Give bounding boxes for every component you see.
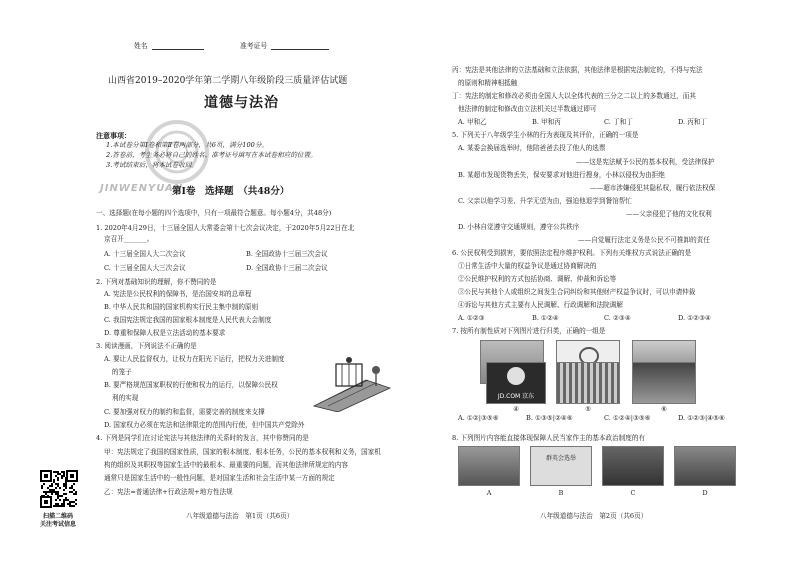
page-footer-right: 八年级道德与法治 第2页（共6页） [540,512,648,520]
q2-option-a: A. 宪法是公民权利的保障书，是治国安邦的总章程 [104,290,252,298]
q8-caption-a: A [486,489,492,497]
q6-option-b: B. ①②④ [532,314,559,322]
note-2: 2.答卷前，考生务必将自己的姓名、准考证号填写在本试卷相应的位置。 [106,151,317,159]
q7-image-4-text: JD.COM 京东 [497,393,535,400]
q3-stem: 3. 阅读漫画，下列说法不正确的是 [96,342,197,350]
q6-item-4: ④诉讼与其他方式主要有人民调解、行政调解和法院调解 [458,301,623,309]
q2-option-d: D. 尊重和保障人权是立法活动的基本要求 [104,329,226,337]
q7-image-jd-main [486,362,546,404]
q8-stem: 8. 下列图片内容能直接体现保障人民当家作主的基本政治制度的有 [452,434,646,442]
q8-image-b [530,446,592,486]
q3-option-a-cont: 的笼子 [112,368,132,376]
q3-option-c: C. 要加强对权力的制约和监督，需要完善的制度来支撑 [104,408,265,416]
watermark-text: JINWENYUAN [100,183,184,194]
q1-option-a: A. 十三届全国人大二次会议 [104,250,186,258]
q7-option-b: B. ①③⑤|②④⑥ [526,414,573,422]
q6-item-2: ②公民维护权利的方式包括协商、调解、仲裁和诉讼等 [458,275,617,283]
section-intro: 一、选择题(在每小题的四个选项中，只有一项最符合题意。每小题4分，共48分) [96,209,332,217]
q7-caption-4: ④ [513,405,519,413]
q5-option-b-eval: ——超市涉嫌侵犯其隐私权，履行依法权保 [590,184,716,192]
q5-option-c: C. 父亲以他学习差、升学无望为由，强迫他退学到餐馆帮忙 [458,197,632,205]
q4-option-a: A. 甲和乙 [458,118,487,126]
q5-stem: 5. 下列关于八年级学生小林的行为表现及其评价，正确的一项是 [452,131,639,139]
page-footer-left: 八年级道德与法治 第1页（共6页） [186,512,294,520]
name-label: 姓名 [134,40,204,50]
subject-title: 道德与法治 [204,95,279,111]
q6-stem: 6. 公民权利受到损害，要依照法定程序维护权利。下列有关维权方式说法正确的是 [452,249,692,257]
q1-option-b: B. 全国政协十三届三次会议 [246,250,328,258]
q8-image-c [602,446,664,486]
q3-cartoon [306,356,392,412]
q4-line-7: 丁：宪法的制定和修改必须由全国人大以全体代表的三分之二以上的多数通过，而其 [452,92,696,100]
q6-option-a: A. ①②③ [458,314,485,322]
q3-option-a: A. 要让人民监督权力，让权力在阳光下运行，把权力关进制度 [104,355,285,363]
q4-option-b: B. 甲和丙 [532,118,561,126]
notes-title: 注意事项： [96,131,131,140]
q2-stem: 2. 下列对基础知识的理解，你不赞同的是 [96,278,217,286]
q1-option-d: D. 全国政协十三届二次会议 [246,264,328,272]
q3-option-b: B. 要严格规范国家职权的行使和权力的运行，以保障公民权 [104,381,278,389]
q6-item-3: ③公民与其他个人或组织之间发生合同纠纷和其他财产权益争议时，可以申请仲裁 [458,288,696,296]
q4-line-4: 乙：宪法=普通法律+行政法规+地方性法规 [104,488,233,496]
q7-caption-6: ⑥ [661,405,667,413]
q7-image-5 [556,362,620,404]
qr-label-1: 扫描二维码 [43,513,74,520]
q2-option-c: C. 我国宪法规定我国的国家根本制度是人民代表大会制度 [104,316,272,324]
exam-title: 山西省2019–2020学年第二学期八年级阶段三质量评估试题 [108,76,348,86]
q2-option-b: B. 中华人民共和国的国家机构实行民主集中制的原则 [104,303,259,311]
q1-stem: 1. 2020年4月29日，十三届全国人大常委会第十七次会议决定，于2020年5月22日在北 [96,224,355,232]
q4-option-c: C. 丁和丁 [604,118,633,126]
q5-option-b: B. 某超市发现货物丢失，保安要求对他进行搜身，小林以侵权为由拒绝 [458,171,665,179]
q4-line-3: 通常只是国家生活中的一般性问题，是对国家生活和社会生活中某一方面的规定 [104,474,335,482]
q4-line-8: 他法律的制定和修改由立法机关过半数通过即可 [458,105,597,113]
q4-option-d: D. 丙和丁 [678,118,708,126]
q1-stem-2: 京召开_______。 [104,235,154,243]
q8-caption-b: B [558,489,564,497]
qr-label-2: 关注考试信息 [40,521,77,528]
q6-option-d: D. ①②③④ [678,314,711,322]
note-1: 1.本试卷分第Ⅰ卷和第Ⅱ卷两部分，共6页，满分100分。 [106,141,269,149]
q7-option-c: C. ①②④|③⑤⑥ [604,414,651,422]
q7-option-a: A. ①②|③⑤⑥ [458,414,499,422]
q3-option-b-cont: 利的实现 [112,394,139,402]
qr-code[interactable] [40,470,78,508]
q4-line-1: 甲：宪法规定了我国的国家性质，国家的根本制度、根本任务，公民的基本权利和义务，国家机 [104,448,381,456]
q1-option-c: C. 十三届全国人大三次会议 [104,264,186,272]
q4-stem: 4. 下列是同学们在讨论宪法与其他法律的关系时的发言，其中你赞同的是 [96,434,309,442]
q8-image-b-text: 群英会选举 [545,455,576,462]
ticket-label: 准考证号 [240,40,329,50]
q8-caption-d: D [702,489,708,497]
q6-item-1: ①日常生活中大量的权益争议是通过协商解决的 [458,262,597,270]
q3-option-d: D. 国家权力必须在宪法和法律限定的范围内行使，但中国共产党除外 [104,421,305,429]
q4-line-5: 丙：宪法是其他法律的立法基础和立法依据，其他法律是根据宪法制定的，不得与宪法 [452,66,703,74]
q7-option-d: D. ①②③|④⑤⑥ [678,414,725,422]
q5-option-d-eval: ——自觉履行法定义务是公民不可推卸的责任 [578,236,710,244]
part1-title: 第Ⅰ卷 选择题 （共48分） [172,186,290,197]
q7-stem: 7. 按所有制性质对下列图片进行归类，正确的一组是 [452,327,606,335]
q5-option-a-eval: ——这是宪法赋予公民的基本权利，受法律保护 [576,158,715,166]
q8-image-d [674,446,736,486]
q8-caption-c: C [630,489,636,497]
q4-line-6: 的原则和精神相抵触 [458,79,518,87]
q5-option-d: D. 小林自觉遵守交通规则，遵守公共秩序 [458,223,580,231]
q8-image-a [458,446,520,486]
q5-option-c-eval: ——父亲侵犯了他的文化权利 [626,210,712,218]
q6-option-c: C. ②③④ [604,314,631,322]
note-3: 3.考试结束后，将本试卷收回。 [106,161,199,169]
q4-line-2: 构的组织及其职权等国家生活中的最根本、最重要的问题，而其他法律所规定的内容 [104,461,348,469]
q7-caption-5: ⑤ [585,405,591,413]
q5-option-a: A. 某委会换届选举时，他陪爸爸去投了他人的选票 [458,144,606,152]
q7-image-6 [632,362,696,404]
